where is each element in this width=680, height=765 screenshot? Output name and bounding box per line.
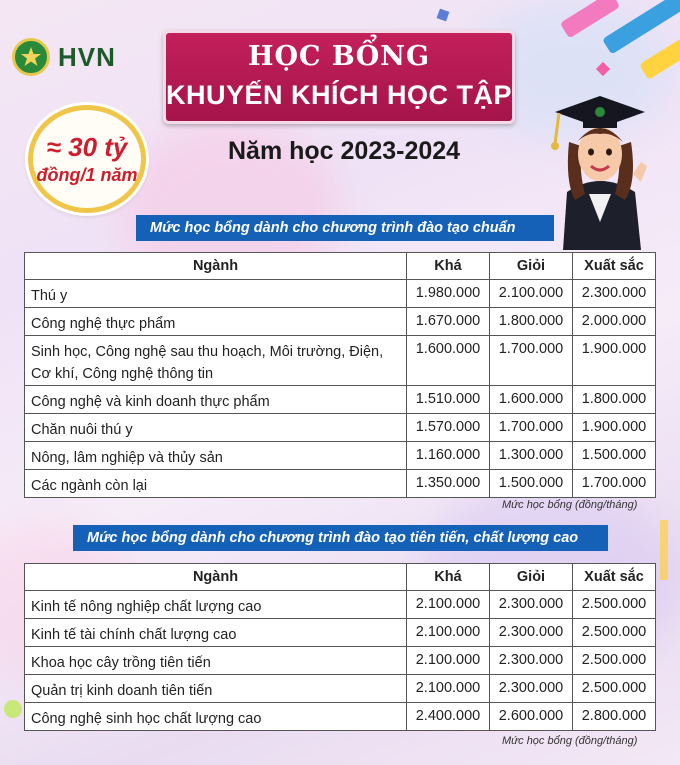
column-header-nganh: Ngành <box>25 564 407 591</box>
amount-kha: 1.160.000 <box>407 442 490 470</box>
column-header-xuat-sac: Xuất sắc <box>573 564 656 591</box>
amount-gioi: 2.300.000 <box>490 675 573 703</box>
table-1-note: Mức học bổng (đồng/tháng) <box>502 499 638 511</box>
confetti <box>437 9 450 22</box>
major-name: Kinh tế nông nghiệp chất lượng cao <box>25 591 407 619</box>
major-name: Khoa học cây trồng tiên tiến <box>25 647 407 675</box>
amount-xuat-sac: 1.700.000 <box>573 470 656 498</box>
table-row <box>25 703 656 731</box>
amount-kha: 1.600.000 <box>407 336 490 386</box>
logo <box>12 38 116 76</box>
amount-gioi: 2.300.000 <box>490 619 573 647</box>
column-header-gioi: Giỏi <box>490 564 573 591</box>
amount-gioi: 2.600.000 <box>490 703 573 731</box>
amount-gioi: 1.300.000 <box>490 442 573 470</box>
amount-gioi: 2.300.000 <box>490 647 573 675</box>
amount-gioi: 1.800.000 <box>490 308 573 336</box>
table-row <box>25 675 656 703</box>
column-header-kha: Khá <box>407 253 490 280</box>
amount-xuat-sac: 1.500.000 <box>573 442 656 470</box>
table-row <box>25 442 656 470</box>
logo-text: HVN <box>58 41 116 72</box>
major-name: Nông, lâm nghiệp và thủy sản <box>25 442 407 470</box>
column-header-kha: Khá <box>407 564 490 591</box>
amount-xuat-sac: 1.900.000 <box>573 414 656 442</box>
amount-badge <box>28 105 146 213</box>
scholarship-table-standard <box>24 252 656 498</box>
academic-year: Năm học 2023-2024 <box>228 137 461 165</box>
table-header-row <box>25 253 656 280</box>
section-2-heading: Mức học bổng dành cho chương trình đào tạo tiên tiến, chất lượng cao <box>73 525 608 551</box>
amount-kha: 1.510.000 <box>407 386 490 414</box>
amount-kha: 2.100.000 <box>407 591 490 619</box>
amount-gioi: 1.700.000 <box>490 414 573 442</box>
amount-gioi: 1.500.000 <box>490 470 573 498</box>
amount-kha: 2.100.000 <box>407 647 490 675</box>
column-header-gioi: Giỏi <box>490 253 573 280</box>
amount-xuat-sac: 2.300.000 <box>573 280 656 308</box>
major-name: Thú y <box>25 280 407 308</box>
major-name: Công nghệ sinh học chất lượng cao <box>25 703 407 731</box>
amount-kha: 2.100.000 <box>407 619 490 647</box>
amount-xuat-sac: 2.800.000 <box>573 703 656 731</box>
section-1-heading: Mức học bổng dành cho chương trình đào tạo chuẩn <box>136 215 554 241</box>
title-banner <box>163 30 515 124</box>
column-header-xuat-sac: Xuất sắc <box>573 253 656 280</box>
table-row <box>25 386 656 414</box>
table-row <box>25 308 656 336</box>
table-row <box>25 619 656 647</box>
amount-xuat-sac: 2.500.000 <box>573 591 656 619</box>
major-name: Quản trị kinh doanh tiên tiến <box>25 675 407 703</box>
amount-gioi: 2.300.000 <box>490 591 573 619</box>
major-name: Kinh tế tài chính chất lượng cao <box>25 619 407 647</box>
amount-kha: 1.350.000 <box>407 470 490 498</box>
amount-kha: 2.100.000 <box>407 675 490 703</box>
table-row <box>25 647 656 675</box>
confetti <box>4 700 22 718</box>
major-name: Sinh học, Công nghệ sau thu hoạch, Môi trường, Điện, Cơ khí, Công nghệ thông tin <box>25 336 407 386</box>
major-name: Công nghệ và kinh doanh thực phẩm <box>25 386 407 414</box>
title-line-2: KHUYẾN KHÍCH HỌC TẬP <box>166 80 513 110</box>
amount-xuat-sac: 2.500.000 <box>573 647 656 675</box>
table-row <box>25 470 656 498</box>
table-row <box>25 414 656 442</box>
graduate-illustration <box>545 82 655 250</box>
amount-kha: 2.400.000 <box>407 703 490 731</box>
scholarship-table-advanced <box>24 563 656 731</box>
amount-xuat-sac: 1.900.000 <box>573 336 656 386</box>
major-name: Các ngành còn lại <box>25 470 407 498</box>
amount-kha: 1.670.000 <box>407 308 490 336</box>
badge-unit: đồng/1 năm <box>36 165 138 185</box>
major-name: Công nghệ thực phẩm <box>25 308 407 336</box>
table-2-note: Mức học bổng (đồng/tháng) <box>502 735 638 747</box>
amount-gioi: 1.700.000 <box>490 336 573 386</box>
table-header-row <box>25 564 656 591</box>
amount-gioi: 1.600.000 <box>490 386 573 414</box>
university-emblem-icon <box>12 38 50 76</box>
column-header-nganh: Ngành <box>25 253 407 280</box>
amount-xuat-sac: 2.500.000 <box>573 619 656 647</box>
amount-xuat-sac: 1.800.000 <box>573 386 656 414</box>
amount-xuat-sac: 2.000.000 <box>573 308 656 336</box>
title-line-1: HỌC BỔNG <box>248 41 430 72</box>
badge-amount: ≈ 30 tỷ <box>46 132 128 162</box>
table-row <box>25 336 656 386</box>
amount-kha: 1.980.000 <box>407 280 490 308</box>
amount-gioi: 2.100.000 <box>490 280 573 308</box>
amount-xuat-sac: 2.500.000 <box>573 675 656 703</box>
major-name: Chăn nuôi thú y <box>25 414 407 442</box>
table-row <box>25 591 656 619</box>
confetti <box>660 520 668 580</box>
table-row <box>25 280 656 308</box>
amount-kha: 1.570.000 <box>407 414 490 442</box>
